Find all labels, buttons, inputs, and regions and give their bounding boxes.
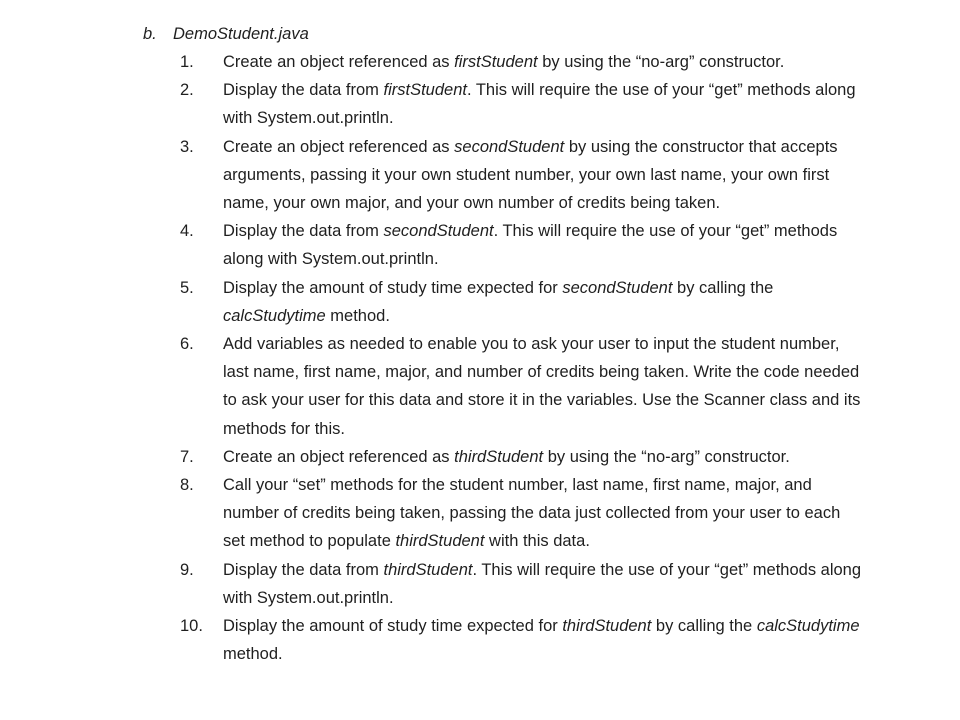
item-text	[223, 335, 860, 438]
text-segment: Display the data from	[223, 81, 384, 100]
section-letter: b.	[143, 25, 157, 43]
item-number: 5.	[180, 278, 194, 297]
item-number: 10.	[180, 617, 203, 636]
item-text	[223, 138, 838, 212]
text-segment: Display the data from	[223, 560, 384, 579]
italic-term: firstStudent	[383, 81, 467, 100]
text-segment: Call your “set” methods for the student number, last name, first name, major, and number of credits being taken, passing the data just collected from your user to each set method to populate	[223, 476, 841, 551]
item-number: 7.	[180, 447, 194, 466]
text-segment: by using the constructor that accepts arguments, passing it your own student number, your own last name, your own first name, your own major, and your own number of credits being taken.	[223, 137, 838, 213]
italic-term: thirdStudent	[383, 560, 473, 579]
text-segment: by using the “no-arg” constructor.	[543, 447, 790, 466]
item-number: 2.	[180, 81, 194, 100]
item-number: 1.	[180, 53, 194, 71]
text-segment: Display the amount of study time expected for	[223, 278, 563, 297]
text-segment: Create an object referenced as	[223, 447, 455, 466]
italic-term: firstStudent	[454, 53, 538, 71]
item-number: 3.	[180, 137, 194, 156]
text-segment: by calling the	[651, 617, 757, 636]
list-item	[143, 330, 863, 443]
document-section	[143, 22, 943, 668]
text-segment: method.	[223, 645, 283, 664]
instruction-list	[143, 48, 943, 668]
item-text	[223, 81, 856, 127]
italic-term: secondStudent	[383, 222, 494, 241]
list-item	[143, 48, 863, 76]
item-number: 4.	[180, 222, 194, 241]
item-text	[223, 53, 784, 71]
item-number: 8.	[180, 476, 194, 495]
item-number: 6.	[180, 335, 194, 354]
text-segment: by using the “no-arg” constructor.	[537, 53, 785, 71]
list-item	[143, 133, 863, 218]
list-item	[143, 443, 863, 471]
section-header	[143, 22, 943, 48]
text-segment: Create an object referenced as	[223, 137, 455, 156]
item-text	[223, 222, 837, 268]
item-text	[223, 448, 790, 466]
text-segment: method.	[325, 306, 390, 325]
item-text	[223, 476, 840, 550]
text-segment: . This will require the use of your “get” methods along with System.out.println.	[223, 81, 856, 128]
italic-term: thirdStudent	[395, 532, 485, 551]
italic-term: secondStudent	[562, 278, 673, 297]
text-segment: Create an object referenced as	[223, 53, 455, 71]
list-item	[143, 217, 863, 273]
italic-term: calcStudytime	[223, 306, 326, 325]
text-segment: Add variables as needed to enable you to ask your user to input the student number, last name, first name, major, and number of credits being taken. Write the code needed to ask your user for this data and store it in the variables. Use the Scanner class and its methods for this.	[223, 335, 861, 438]
list-item	[143, 471, 863, 556]
list-item	[143, 274, 863, 330]
text-segment: with this data.	[484, 532, 590, 551]
list-item	[143, 612, 863, 668]
text-segment: Display the amount of study time expected for	[223, 617, 563, 636]
text-segment: . This will require the use of your “get” methods along with System.out.println.	[223, 560, 862, 607]
item-text	[223, 279, 773, 325]
item-number: 9.	[180, 560, 194, 579]
italic-term: thirdStudent	[562, 617, 652, 636]
item-text	[223, 561, 861, 607]
item-text	[223, 617, 860, 663]
list-item	[143, 556, 863, 612]
italic-term: secondStudent	[454, 137, 565, 156]
italic-term: calcStudytime	[756, 617, 860, 636]
text-segment: by calling the	[672, 278, 774, 297]
list-item	[143, 76, 863, 132]
italic-term: thirdStudent	[454, 447, 544, 466]
section-filename: DemoStudent.java	[173, 25, 309, 43]
text-segment: . This will require the use of your “get” methods along with System.out.println.	[223, 222, 838, 269]
text-segment: Display the data from	[223, 222, 384, 241]
